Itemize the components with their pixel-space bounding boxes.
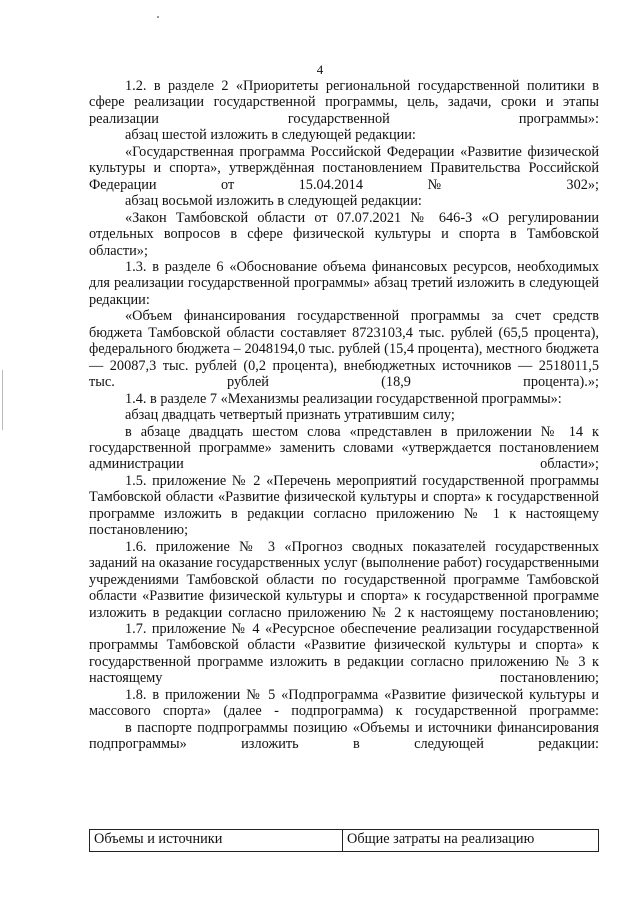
paragraph: абзац восьмой изложить в следующей редакции: (125, 193, 422, 210)
paragraph: абзац двадцать четвертый признать утратившим силу; (125, 407, 455, 424)
paragraph: в паспорте подпрограммы позицию «Объемы и источники финансирования подпрограммы» изложить в следующей редакции: (89, 719, 599, 753)
paragraph: 1.4. в разделе 7 «Механизмы реализации государственной программы»: (125, 390, 562, 407)
paragraph: 1.2. в разделе 2 «Приоритеты региональной государственной политики в сфере реализации государственной программы, цель, задачи, сроки и этапы реализации государственной программы»: (89, 78, 599, 127)
paragraph: 1.8. в приложении № 5 «Подпрограмма «Развитие физической культуры и массового спорта» (далее - подпрограмма) к государственной программе: (89, 686, 599, 720)
paragraph: 1.3. в разделе 6 «Обоснование объема финансовых ресурсов, необходимых для реализации государственной программы» абзац третий изложить в следующей редакции: (89, 258, 599, 308)
paragraph: в абзаце двадцать шестом слова «представлен в приложении № 14 к государственной программе» заменить словами «утверждается постановлением администрации области»; (89, 423, 599, 473)
paragraph: «Объем финансирования государственной программы за счет средств бюджета Тамбовской области составляет 8723103,4 тыс. рублей (65,5 процента), федерального бюджета – 2048194,0 тыс. рублей (15,4 процента), местного бюджета — 20087,3 тыс. рублей (0,2 процента), внебюджетных источников — 2518011,5 тыс. рублей (18,9 процента).»; (89, 308, 599, 391)
funding-table (89, 829, 599, 852)
paragraph: «Государственная программа Российской Федерации «Развитие физической культуры и спорта», утверждённая постановлением Правительства Российской Федерации от 15.04.2014 № 302»; (89, 143, 599, 193)
table-cell: Общие затраты на реализацию (343, 830, 599, 852)
page-number: 4 (316, 62, 324, 77)
paragraph: 1.6. приложение № 3 «Прогноз сводных показателей государственных заданий на оказание государственных услуг (выполнение работ) государственными учреждениями Тамбовской области по государственной программе Тамбовской области «Развитие физической культуры и спорта» к государственной программе изложить в редакции согласно приложению № 2 к настоящему постановлению; (89, 538, 599, 621)
table-row (90, 830, 599, 852)
paragraph: «Закон Тамбовской области от 07.07.2021 № 646-З «О регулировании отдельных вопросов в сфере физической культуры и спорта в Тамбовской области»; (89, 209, 599, 259)
paragraph: абзац шестой изложить в следующей редакции: (125, 127, 416, 144)
paragraph: 1.7. приложение № 4 «Ресурсное обеспечение реализации государственной программы Тамбовской области «Развитие физической культуры и спорта» к государственной программе изложить в редакции согласно приложению № 3 к настоящему постановлению; (89, 620, 599, 687)
scan-speck (157, 16, 159, 18)
paragraph: 1.5. приложение № 2 «Перечень мероприятий государственной программы Тамбовской области «Развитие физической культуры и спорта» к государственной программе изложить в редакции согласно приложению № 1 к настоящему постановлению; (89, 472, 599, 539)
table-cell: Объемы и источники (90, 830, 343, 852)
document-body (89, 78, 599, 753)
scan-speck (2, 370, 3, 430)
